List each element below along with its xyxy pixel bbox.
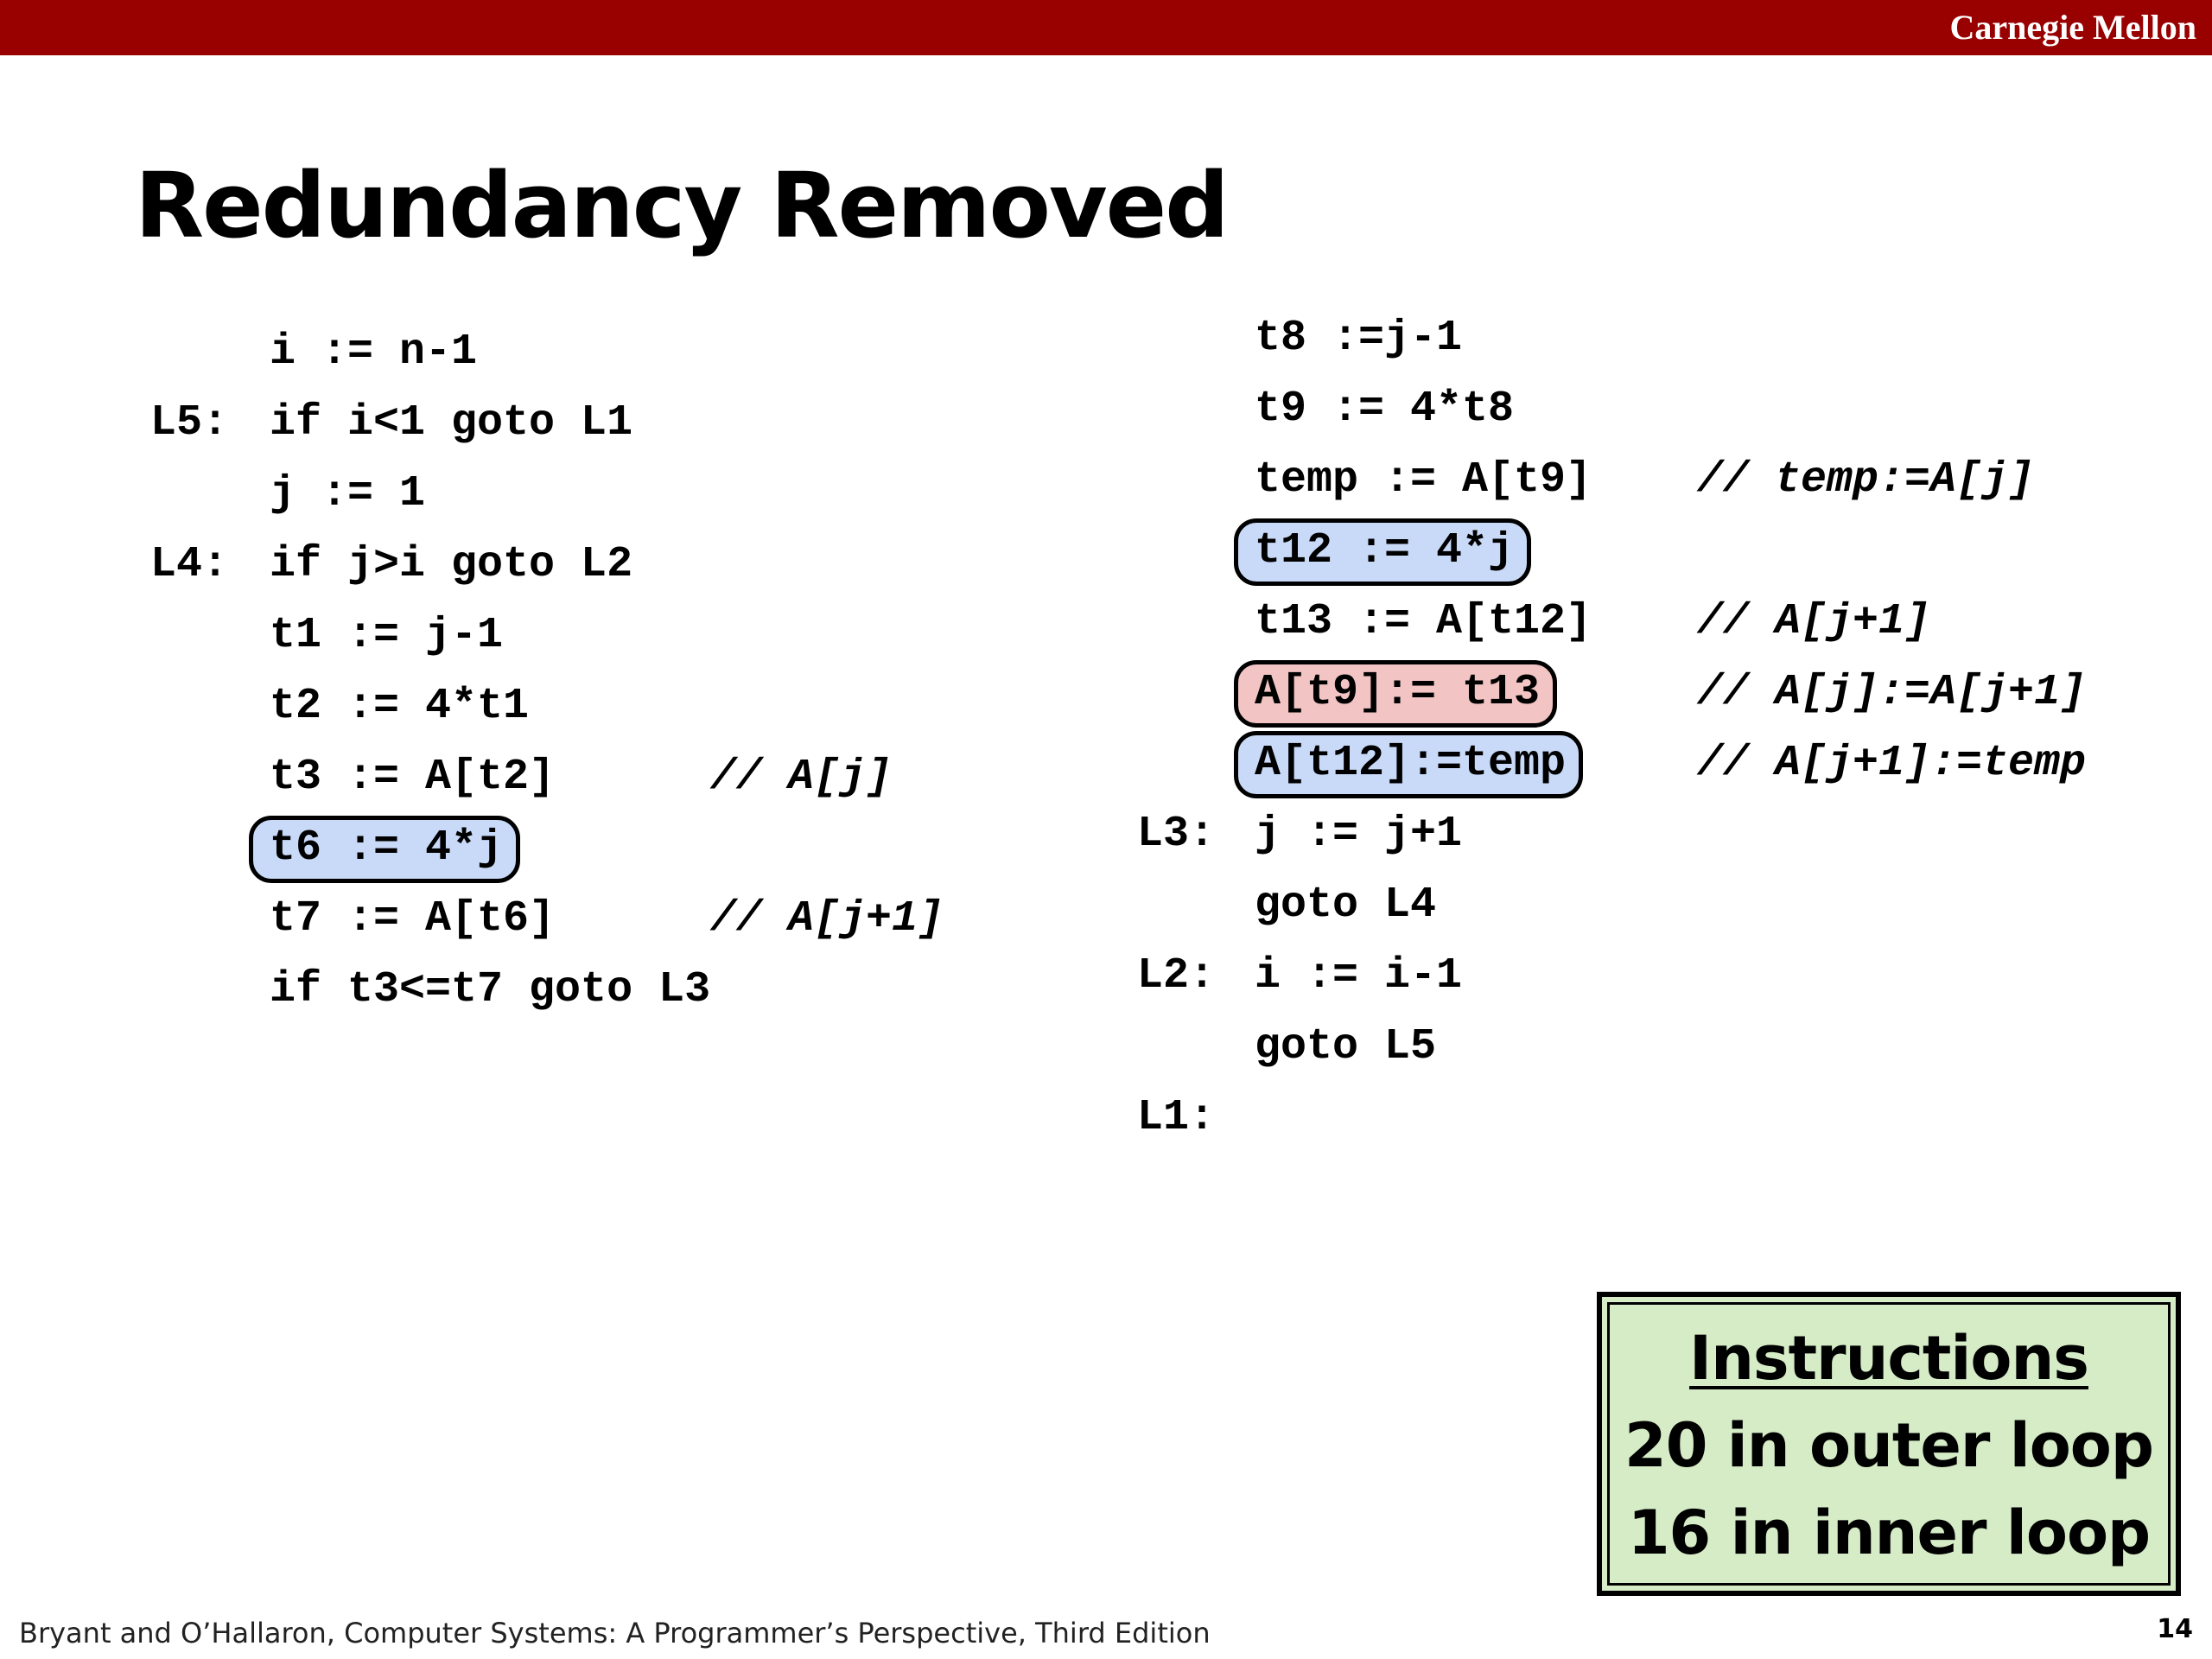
- code-statement: goto L5: [1255, 1022, 1437, 1071]
- code-statement: A[t9]:= t13: [1255, 668, 1541, 717]
- code-comment: // A[j+1]: [710, 894, 944, 944]
- instruction-summary-box: [1597, 1292, 2181, 1596]
- code-statement: t8 :=j-1: [1255, 314, 1463, 363]
- code-statement: if t3<=t7 goto L3: [270, 965, 711, 1014]
- page-number: 14: [2157, 1614, 2193, 1644]
- brand-wordmark: Carnegie Mellon: [1949, 8, 2196, 47]
- summary-heading: Instructions: [1689, 1323, 2088, 1394]
- code-statement: i := n-1: [270, 327, 478, 377]
- code-statement: t2 := 4*t1: [270, 682, 530, 731]
- slide-title: Redundancy Removed: [135, 153, 1228, 258]
- code-statement: t1 := j-1: [270, 611, 504, 660]
- code-statement: j := j+1: [1255, 810, 1463, 859]
- code-statement: j := 1: [270, 469, 426, 518]
- code-statement: t3 := A[t2]: [270, 753, 556, 802]
- code-statement: i := i-1: [1255, 951, 1463, 1001]
- code-statement: t9 := 4*t8: [1255, 385, 1515, 434]
- code-statement: if j>i goto L2: [270, 540, 633, 589]
- code-statement: A[t12]:=temp: [1255, 739, 1567, 788]
- summary-outer-loop: 20 in outer loop: [1624, 1410, 2154, 1481]
- code-comment: // A[j+1]: [1697, 597, 1931, 646]
- code-statement: t6 := 4*j: [270, 823, 504, 873]
- code-comment: // A[j]: [710, 753, 893, 802]
- code-comment: // A[j+1]:=temp: [1697, 739, 2087, 788]
- code-statement: goto L4: [1255, 880, 1437, 930]
- summary-inner-loop: 16 in inner loop: [1627, 1497, 2151, 1568]
- code-statement: temp := A[t9]: [1255, 455, 1592, 505]
- code-statement: t13 := A[t12]: [1255, 597, 1592, 646]
- code-label: L4:: [150, 540, 229, 589]
- code-statement: t7 := A[t6]: [270, 894, 556, 944]
- code-comment: // A[j]:=A[j+1]: [1697, 668, 2087, 717]
- code-label: L1:: [1137, 1093, 1216, 1142]
- code-label: L3:: [1137, 810, 1216, 859]
- footer-citation: Bryant and O’Hallaron, Computer Systems: A Programmer’s Perspective, Third Edition: [19, 1617, 1211, 1649]
- code-statement: t12 := 4*j: [1255, 526, 1515, 575]
- code-comment: // temp:=A[j]: [1697, 455, 2035, 505]
- code-label: L5:: [150, 398, 229, 448]
- code-statement: if i<1 goto L1: [270, 398, 633, 448]
- code-label: L2:: [1137, 951, 1216, 1001]
- summary-inner-frame: [1607, 1302, 2171, 1586]
